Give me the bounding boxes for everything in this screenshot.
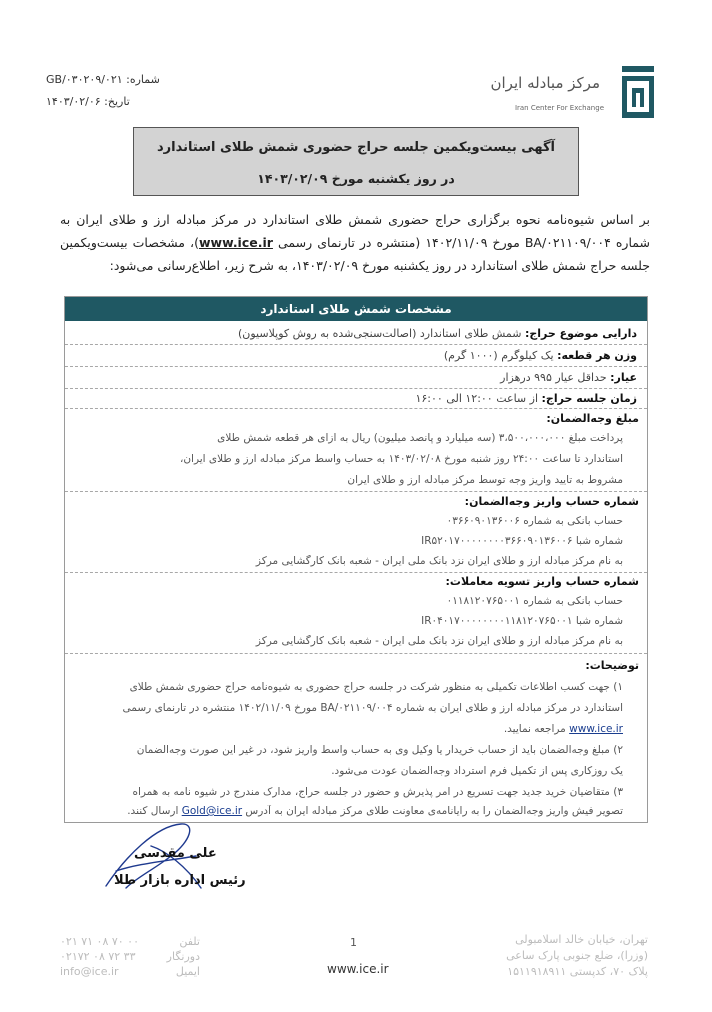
- note-3-pre: تصویر فیش واریز وجه‌الضمان را به رایانامه‌ی معاونت طلای مرکز مبادله ایران به آدرس: [242, 805, 623, 817]
- weight-label: وزن هر قطعه:: [557, 349, 637, 362]
- announcement-title-box: [133, 127, 579, 196]
- asset-label: دارایی موضوع حراج:: [524, 327, 637, 340]
- footer-fax-value: ۰۲۱۷۲ ۰۸ ۷۲ ۳۳: [60, 950, 136, 963]
- footer-address-line: پلاک ۷۰، کدپستی ۱۵۱۱۹۱۸۹۱۱: [507, 965, 648, 978]
- footer-address-line: تهران، خیابان خالد اسلامبولی: [515, 933, 648, 946]
- settlement-account-line: حساب بانکی به شماره ۰۱۱۸۱۲۰۷۶۵۰۰۱: [446, 595, 623, 607]
- guarantee-label: مبلغ وجه‌الضمان:: [546, 412, 639, 425]
- footer-phone-label: تلفن: [179, 935, 200, 948]
- intro-text-1: بر اساس شیوه‌نامه نحوه برگزاری حراج حضوری شمش طلای استاندارد در مرکز مبادله ارز و طلای ایران به شماره BA/۰۲۱۱۰۹/۰۰۴ مورخ ۱۴۰۲/۱۱/۰۹ (منتشره در تارنمای رسمی: [60, 212, 650, 250]
- time-value: از ساعت ۱۲:۰۰ الی ۱۶:۰۰: [415, 392, 539, 405]
- footer-address-line: (وزرا)، ضلع جنوبی پارک ساعی: [506, 949, 648, 962]
- guarantee-line: استاندارد تا ساعت ۲۴:۰۰ روز شنبه مورخ ۱۴۰۳/۰۲/۰۸ به حساب واسط مرکز مبادله ارز و طلای ایران،: [179, 453, 623, 465]
- page-number: 1: [350, 936, 357, 949]
- purity-row: [73, 371, 637, 384]
- settlement-account-label: شماره حساب واریز تسویه معاملات:: [445, 575, 639, 588]
- time-label: زمان جلسه حراج:: [541, 392, 637, 405]
- guarantee-line: پرداخت مبلغ ۳،۵۰۰،۰۰۰،۰۰۰ (سه میلیارد و پانصد میلیون) ریال به ازای هر قطعه شمش طلای: [217, 432, 623, 444]
- intro-paragraph: [60, 208, 650, 277]
- deposit-account-line: حساب بانکی به شماره ۰۳۶۶۰۹۰۱۳۶۰۰۶: [446, 515, 623, 527]
- note-2-line: ۲) مبلغ وجه‌الضمان باید از حساب خریدار یا وکیل وی به حساب واسط واریز شود، در غیر این صورت وجه‌الضمان: [136, 744, 623, 756]
- signatory-name: علی مقدسی: [134, 846, 217, 861]
- document-date: تاریخ: ۱۴۰۳/۰۲/۰۶: [46, 95, 130, 108]
- guarantee-line: مشروط به تایید واریز وجه توسط مرکز مبادله ارز و طلای ایران: [347, 474, 623, 486]
- footer-email-value[interactable]: info@ice.ir: [60, 965, 119, 978]
- asset-row: [73, 327, 637, 340]
- note-2-line: یک روزکاری پس از تکمیل فرم استرداد وجه‌الضمان عودت می‌شود.: [331, 765, 623, 777]
- note-1-line: [73, 723, 623, 735]
- weight-value: یک کیلوگرم (۱۰۰۰ گرم): [443, 349, 554, 362]
- document-number: شماره: GB/۰۳۰۲۰۹/۰۲۱: [46, 73, 160, 86]
- settlement-account-line: شماره شبا IR۰۴۰۱۷۰۰۰۰۰۰۰۰۱۱۸۱۲۰۷۶۵۰۰۱: [421, 615, 623, 627]
- announcement-title: آگهی بیست‌ویکمین جلسه حراج حضوری شمش طلای استاندارد: [157, 140, 555, 155]
- logo-wordmark: مرکز مبادله ایران: [490, 74, 600, 92]
- gold-email-link[interactable]: Gold@ice.ir: [181, 805, 243, 817]
- note-1-tail: مراجعه نمایید.: [503, 723, 570, 735]
- note-1-line: استاندارد در مرکز مبادله ارز و طلای ایران به شماره BA/۰۲۱۱۰۹/۰۰۴ مورخ ۱۴۰۲/۱۱/۰۹ منتشره در تارنمای رسمی: [122, 702, 623, 714]
- logo-subtitle: Iran Center For Exchange: [514, 104, 604, 112]
- footer-email-label: ایمیل: [175, 965, 200, 978]
- deposit-account-line: شماره شبا IR۵۲۰۱۷۰۰۰۰۰۰۰۰۳۶۶۰۹۰۱۳۶۰۰۶: [421, 535, 623, 547]
- deposit-account-line: به نام مرکز مبادله ارز و طلای ایران نزد بانک ملی ایران - شعبه بانک کارگشایی مرکز: [255, 555, 623, 567]
- weight-row: [73, 349, 637, 362]
- purity-label: عیار:: [610, 371, 637, 384]
- signatory-title: رئیس اداره بازار طلا: [114, 873, 246, 888]
- time-row: [73, 392, 637, 405]
- deposit-account-label: شماره حساب واریز وجه‌الضمان:: [464, 495, 639, 508]
- intro-text-2: )، مشخصات بیست‌ویکمین جلسه حراج شمش طلای استاندارد در روز یکشنبه مورخ ۱۴۰۳/۰۲/۰۹، به شرح زیر، اطلاع‌رسانی می‌شود:: [60, 235, 650, 273]
- footer-phone-value: ۰۲۱ ۷۱ ۰۸ ۷۰ ۰۰: [60, 935, 139, 948]
- note-3-line: ۳) متقاضیان خرید جدید جهت تسریع در امر پذیرش و حضور در جلسه حراج، مدارک مندرج در شیوه نامه به همراه: [132, 786, 623, 798]
- spec-header: مشخصات شمش طلای استاندارد: [65, 297, 647, 321]
- note-1-line: ۱) جهت کسب اطلاعات تکمیلی به منظور شرکت در جلسه حراج حضوری به شیوه‌نامه حراج حضوری شمش طلای: [129, 681, 623, 693]
- announcement-date: در روز یکشنبه مورخ ۱۴۰۳/۰۲/۰۹: [257, 171, 455, 186]
- spec-table: [64, 296, 648, 823]
- purity-value: حداقل عیار ۹۹۵ درهزار: [500, 371, 607, 384]
- asset-value: شمش طلای استاندارد (اصالت‌سنجی‌شده به روش کوپلاسیون): [237, 327, 522, 340]
- settlement-account-line: به نام مرکز مبادله ارز و طلای ایران نزد بانک ملی ایران - شعبه بانک کارگشایی مرکز: [255, 635, 623, 647]
- footer-website-link[interactable]: www.ice.ir: [327, 962, 389, 976]
- note-3-post: ارسال کنند.: [127, 805, 182, 817]
- footer-fax-label: دورنگار: [166, 950, 200, 963]
- intro-website-link[interactable]: www.ice.ir: [198, 235, 273, 250]
- notes-label: توضیحات:: [585, 659, 639, 672]
- note-1-website-link[interactable]: www.ice.ir: [569, 723, 623, 735]
